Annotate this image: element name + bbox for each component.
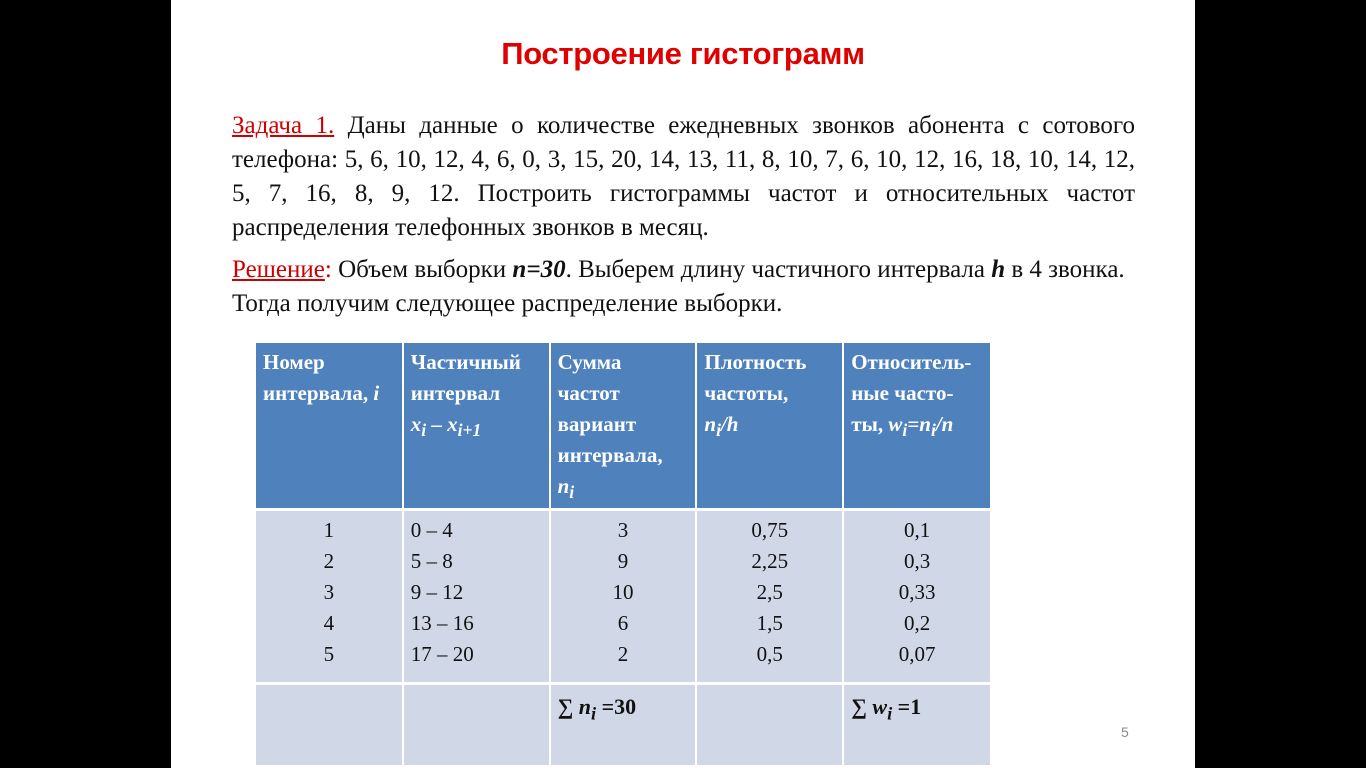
table-cell: 3 (617, 518, 629, 543)
table-cell: 1,5 (756, 611, 783, 636)
table-cell: 2 (617, 642, 629, 667)
table-cell: 0,5 (756, 642, 783, 667)
header-sub: i (930, 420, 936, 441)
solution-text-a: Объем выборки (331, 256, 513, 283)
header-var: i (373, 381, 380, 405)
sum-n-cell (550, 684, 697, 767)
table-cell: 0,07 (898, 642, 936, 667)
header-text: интервал (410, 381, 501, 405)
sum-cell-empty (696, 684, 843, 767)
col-frequency-sum (550, 510, 697, 684)
header-formula (851, 409, 983, 446)
header-formula (558, 471, 689, 508)
header-relative-frequency (843, 343, 990, 510)
header-var: n (557, 474, 570, 498)
sum-value: =30 (596, 694, 637, 720)
slide (171, 0, 1195, 768)
table-cell: 1 (323, 518, 335, 543)
header-var: n (704, 412, 717, 436)
header-formula (411, 409, 542, 446)
table-body-row (256, 510, 990, 684)
header-text: частоты, (704, 381, 789, 405)
table-header-row (256, 343, 990, 510)
header-sub: i (569, 482, 575, 503)
sum-var: n (578, 694, 592, 720)
table-cell: 5 – 8 (410, 549, 453, 574)
table-cell: 0,2 (903, 611, 931, 636)
table-cell: 2 (323, 549, 335, 574)
solution-text-c: в 4 звонка. Тогда получим следующее распределение выборки. (232, 256, 1125, 317)
table-cell: 0,3 (903, 549, 931, 574)
table-cell: 4 (323, 611, 335, 636)
task-label: Задача 1. (232, 112, 335, 139)
sum-var: w (872, 694, 888, 720)
table-cell: 17 – 20 (410, 642, 474, 667)
task-paragraph (232, 109, 1135, 245)
solution-colon: : (324, 256, 332, 283)
page-number: 5 (1121, 724, 1129, 740)
sigma-symbol: ∑ (851, 694, 873, 720)
col-relative-frequency (843, 510, 990, 684)
sum-sub: i (591, 703, 597, 724)
table-cell: 9 – 12 (410, 580, 464, 605)
header-var: w (888, 412, 903, 436)
header-text: ные часто- (851, 381, 954, 405)
table-cell: 6 (617, 611, 629, 636)
header-var: =n (907, 412, 931, 436)
interval-length-var: h (991, 256, 1006, 283)
solution-paragraph (232, 253, 1135, 321)
col-partial-interval (403, 510, 550, 684)
header-sub: i (421, 420, 427, 441)
header-text: интервала, (263, 381, 374, 405)
table-cell: 3 (323, 580, 335, 605)
header-var: x (447, 412, 458, 436)
header-sub: i (902, 420, 908, 441)
sum-cell-empty (403, 684, 550, 767)
sum-sub: i (887, 703, 893, 724)
sample-size: n=30 (512, 256, 566, 283)
slide-title: Построение гистограмм (501, 36, 865, 71)
header-text: Номер (263, 350, 325, 374)
table-cell: 0,1 (903, 518, 931, 543)
header-text: Частичный (410, 350, 521, 374)
table-cell: 13 – 16 (410, 611, 474, 636)
header-sub: i (716, 420, 721, 441)
table-cell: 2,25 (751, 549, 789, 574)
header-text: Плотность (704, 350, 807, 374)
solution-label: Решение (232, 256, 325, 283)
header-text: вариант (557, 412, 637, 436)
task-text: Даны данные о количестве ежедневных звонков абонента с сотового телефона: 5, 6, 10, 12, 4, 6, 0, 3, 15, 20, 14, 13, 11, 8, 10, 7, 6, 10, 12, 16, 18, 10, 14, 12, 5, 7, 16, 8, 9, 12. Построить гистограммы частот и относительных частот распределения телефонных звонков в месяц. (232, 112, 1135, 241)
header-frequency-sum (550, 343, 697, 510)
header-text: Сумма (557, 350, 622, 374)
sum-w-cell (843, 684, 990, 767)
table-cell: 0 – 4 (410, 518, 453, 543)
col-interval-number (256, 510, 403, 684)
header-text: интервала, (557, 443, 663, 467)
header-dash: – (426, 412, 448, 436)
table-cell: 10 (612, 580, 634, 605)
header-text: частот (557, 381, 620, 405)
header-var: /n (935, 412, 954, 436)
header-text: ты, (851, 412, 889, 436)
table-cell: 0,33 (898, 580, 936, 605)
solution-text-b: . Выберем длину частичного интервала (565, 256, 992, 283)
sigma-symbol: ∑ (557, 694, 579, 720)
header-formula (704, 409, 835, 446)
header-sub: i+1 (457, 420, 482, 441)
sum-value: =1 (892, 694, 922, 720)
header-frequency-density (696, 343, 843, 510)
sum-cell-empty (256, 684, 403, 767)
table-cell: 0,75 (751, 518, 789, 543)
distribution-table (256, 343, 990, 768)
table-cell: 2,5 (756, 580, 783, 605)
table-cell: 5 (323, 642, 335, 667)
header-var: x (410, 412, 422, 436)
table-sum-row (256, 684, 990, 767)
header-text: Относитель- (851, 350, 972, 374)
table-cell: 9 (617, 549, 629, 574)
header-interval-number (256, 343, 403, 510)
col-frequency-density (696, 510, 843, 684)
header-var: /h (720, 412, 739, 436)
header-partial-interval (403, 343, 550, 510)
